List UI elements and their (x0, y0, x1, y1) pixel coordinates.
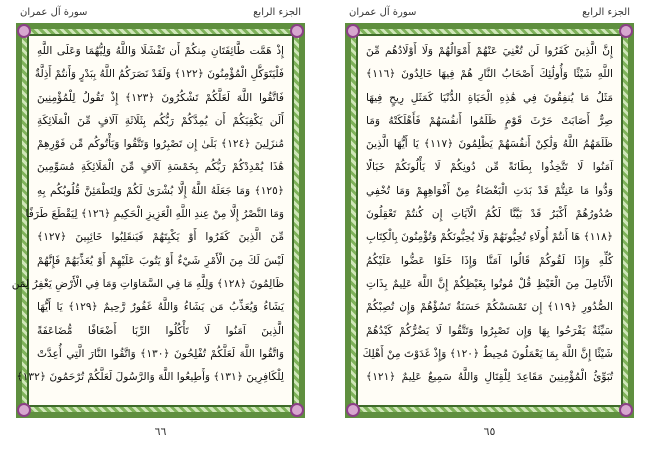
verse-line: اللَّهِ شَيْئًا وَأُولَٰئِكَ أَصْحَابُ النَّارِ هُمْ فِيهَا خَالِدُونَ ﴿١١٦﴾ (366, 68, 613, 81)
verse-line: ظَالِمُونَ ﴿١٢٨﴾ وَلِلَّهِ مَا فِي السَّمَاوَاتِ وَمَا فِي الْأَرْضِ يَغْفِرُ لِمَن (11, 277, 284, 290)
verse-line: الْأَنَامِلَ مِنَ الْغَيْظِ قُلْ مُوتُوا بِغَيْظِكُمْ إِنَّ اللَّهَ عَلِيمٌ بِذَاتِ (366, 277, 613, 290)
corner-ornament-icon (290, 403, 304, 417)
verse-line: وَاتَّقُوا اللَّهَ لَعَلَّكُمْ تُفْلِحُونَ ﴿١٣٠﴾ وَاتَّقُوا النَّارَ الَّتِي أُعِدَّتْ (37, 347, 284, 360)
verse-line: فَاتَّقُوا اللَّهَ لَعَلَّكُمْ تَشْكُرُونَ ﴿١٢٣﴾ إِذْ تَقُولُ لِلْمُؤْمِنِينَ (37, 91, 284, 104)
text-area (356, 34, 623, 407)
juz-label: الجزء الرابع (582, 7, 630, 18)
page-header (20, 7, 301, 23)
corner-ornament-icon (619, 24, 633, 38)
verse-line: لَيْسَ لَكَ مِنَ الْأَمْرِ شَيْءٌ أَوْ يَتُوبَ عَلَيْهِمْ أَوْ يُعَذِّبَهُمْ فَإِنَّهُمْ (37, 254, 284, 267)
verse-line: ﴿١١٨﴾ هَا أَنتُمْ أُولَاءِ تُحِبُّونَهُمْ وَلَا يُحِبُّونَكُمْ وَتُؤْمِنُونَ بِالْكِتَابِ (366, 231, 613, 244)
corner-ornament-icon (619, 403, 633, 417)
corner-ornament-icon (346, 24, 360, 38)
surah-label: سورة آل عمران (349, 7, 417, 18)
corner-ornament-icon (17, 24, 31, 38)
verse-line: ﴿١٢٥﴾ وَمَا جَعَلَهُ اللَّهُ إِلَّا بُشْرَىٰ لَكُمْ وَلِتَطْمَئِنَّ قُلُوبُكُم بِهِ (37, 184, 284, 197)
verse-line: إِنَّ الَّذِينَ كَفَرُوا لَن تُغْنِيَ عَنْهُمْ أَمْوَالُهُمْ وَلَا أَوْلَادُهُم مِّنَ (366, 45, 613, 57)
verse-line: إِذْ هَمَّت طَّائِفَتَانِ مِنكُمْ أَن تَفْشَلَا وَاللَّهُ وَلِيُّهُمَا وَعَلَى اللَّهِ (37, 45, 284, 57)
ornamental-frame (345, 23, 634, 418)
verse-line: لِلْكَافِرِينَ ﴿١٣١﴾ وَأَطِيعُوا اللَّهَ وَالرَّسُولَ لَعَلَّكُمْ تُرْحَمُونَ ﴿١٣٢﴾ (16, 371, 284, 384)
verse-lines (11, 40, 284, 401)
verse-line: وَمَا النَّصْرُ إِلَّا مِنْ عِندِ اللَّهِ الْعَزِيزِ الْحَكِيمِ ﴿١٢٦﴾ لِيَقْطَعَ طَرَفًا (25, 208, 284, 221)
corner-ornament-icon (290, 24, 304, 38)
verse-line: يَشَاءُ وَيُعَذِّبُ مَن يَشَاءُ وَاللَّهُ غَفُورٌ رَّحِيمٌ ﴿١٢٩﴾ يَا أَيُّهَا (37, 301, 284, 314)
verse-line: مُنزَلِينَ ﴿١٢٤﴾ بَلَىٰ إِن تَصْبِرُوا وَتَتَّقُوا وَيَأْتُوكُم مِّن فَوْرِهِمْ (37, 138, 284, 151)
corner-ornament-icon (17, 403, 31, 417)
quran-page-right (333, 0, 646, 454)
verse-line: أَلَن يَكْفِيَكُمْ أَن يُمِدَّكُمْ رَبُّكُم بِثَلَاثَةِ آلَافٍ مِّنَ الْمَلَائِكَةِ (37, 114, 284, 127)
corner-ornament-icon (346, 403, 360, 417)
verse-line: سَيِّئَةٌ يَفْرَحُوا بِهَا وَإِن تَصْبِرُوا وَتَتَّقُوا لَا يَضُرُّكُمْ كَيْدُهُمْ (366, 324, 613, 337)
verse-line: شَيْئًا إِنَّ اللَّهَ بِمَا يَعْمَلُونَ مُحِيطٌ ﴿١٢٠﴾ وَإِذْ غَدَوْتَ مِنْ أَهْلِكَ (362, 347, 613, 360)
juz-label: الجزء الرابع (253, 7, 301, 18)
verse-line: فَلْيَتَوَكَّلِ الْمُؤْمِنُونَ ﴿١٢٢﴾ وَلَقَدْ نَصَرَكُمُ اللَّهُ بِبَدْرٍ وَأَنتُمْ أَذِلَّةٌ (34, 68, 284, 81)
verse-line: هَٰذَا يُمْدِدْكُمْ رَبُّكُم بِخَمْسَةِ آلَافٍ مِّنَ الْمَلَائِكَةِ مُسَوِّمِينَ (37, 161, 284, 174)
verse-line: الَّذِينَ آمَنُوا لَا تَأْكُلُوا الرِّبَا أَضْعَافًا مُّضَاعَفَةً (37, 324, 284, 337)
verse-line: مِّنَ الَّذِينَ كَفَرُوا أَوْ يَكْبِتَهُمْ فَيَنقَلِبُوا خَائِبِينَ ﴿١٢٧﴾ (37, 231, 284, 244)
text-area (11, 34, 294, 407)
quran-page-left (4, 0, 317, 454)
verse-line: ظَلَمَهُمُ اللَّهُ وَلَٰكِنْ أَنفُسَهُمْ يَظْلِمُونَ ﴿١١٧﴾ يَا أَيُّهَا الَّذِينَ (366, 138, 613, 151)
verse-lines (362, 40, 613, 401)
page-number: ٦٥ (483, 425, 496, 438)
verse-line: آمَنُوا لَا تَتَّخِذُوا بِطَانَةً مِّن دُونِكُمْ لَا يَأْلُونَكُمْ خَبَالًا (366, 161, 613, 174)
page-header (349, 7, 630, 23)
verse-line: تُبَوِّئُ الْمُؤْمِنِينَ مَقَاعِدَ لِلْقِتَالِ وَاللَّهُ سَمِيعٌ عَلِيمٌ ﴿١٢١﴾ (366, 371, 613, 384)
verse-line: الصُّدُورِ ﴿١١٩﴾ إِن تَمْسَسْكُمْ حَسَنَةٌ تَسُؤْهُمْ وَإِن تُصِبْكُمْ (366, 301, 613, 314)
verse-line: صُدُورُهُمْ أَكْبَرُ قَدْ بَيَّنَّا لَكُمُ الْآيَاتِ إِن كُنتُمْ تَعْقِلُونَ (366, 208, 613, 221)
verse-line: مَثَلُ مَا يُنفِقُونَ فِي هَٰذِهِ الْحَيَاةِ الدُّنْيَا كَمَثَلِ رِيحٍ فِيهَا (366, 91, 613, 104)
verse-line: وَدُّوا مَا عَنِتُّمْ قَدْ بَدَتِ الْبَغْضَاءُ مِنْ أَفْوَاهِهِمْ وَمَا تُخْفِي (366, 184, 613, 197)
page-number: ٦٦ (154, 425, 167, 438)
ornamental-frame (11, 23, 305, 418)
verse-line: صِرٌّ أَصَابَتْ حَرْثَ قَوْمٍ ظَلَمُوا أَنفُسَهُمْ فَأَهْلَكَتْهُ وَمَا (366, 114, 613, 127)
verse-line: كُلِّهِ وَإِذَا لَقُوكُمْ قَالُوا آمَنَّا وَإِذَا خَلَوْا عَضُّوا عَلَيْكُمُ (366, 254, 613, 267)
surah-label: سورة آل عمران (20, 7, 88, 18)
